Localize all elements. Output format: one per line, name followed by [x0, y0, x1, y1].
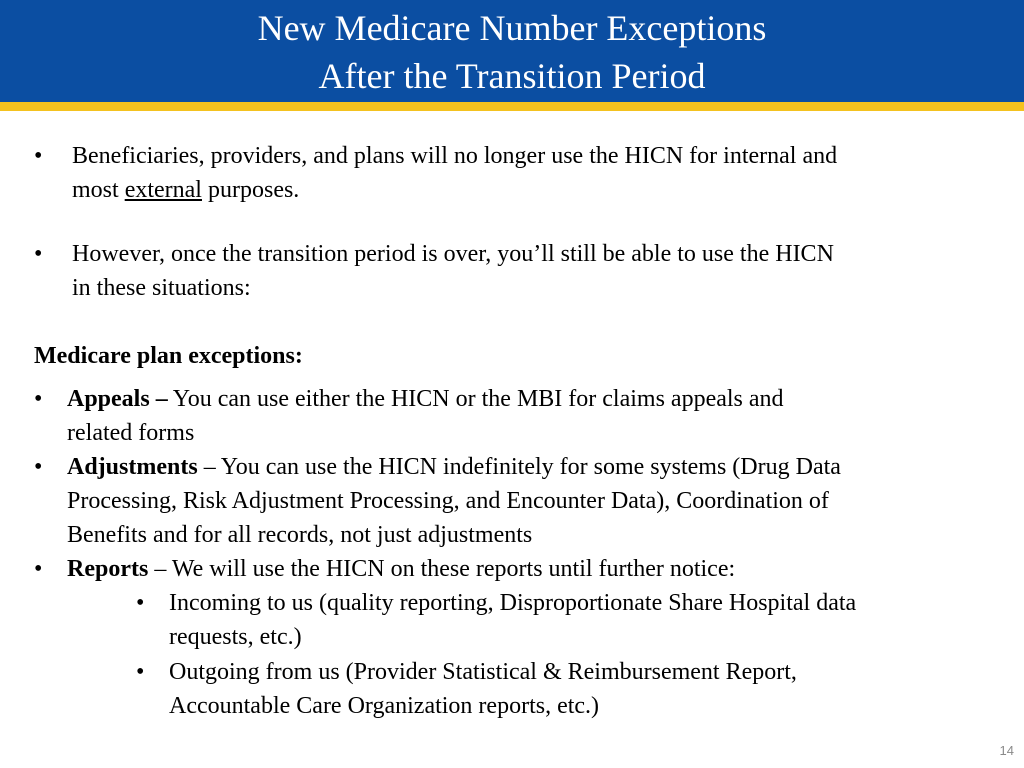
- sub-bullet-glyph: •: [136, 590, 145, 616]
- adjustments-line-3: Benefits and for all records, not just adjustments: [67, 522, 533, 548]
- bullet-glyph: •: [34, 556, 43, 582]
- underlined-external: external: [124, 177, 202, 203]
- bullet-1-text-suffix: purposes.: [201, 177, 300, 203]
- bullet-glyph: •: [34, 241, 43, 267]
- bullet-glyph: •: [34, 143, 43, 169]
- page-number: 14: [999, 743, 1014, 758]
- sub-bullet-glyph: •: [136, 659, 145, 685]
- title-line-2: After the Transition Period: [318, 56, 706, 96]
- adjustments-line-2: Processing, Risk Adjustment Processing, and Encounter Data), Coordination of: [67, 488, 829, 514]
- bullet-1-line-1: Beneficiaries, providers, and plans will no longer use the HICN for internal and: [72, 143, 838, 169]
- adjustments-term: Adjustments: [67, 454, 198, 480]
- bullet-1-line-2: [72, 173, 299, 207]
- bullet-2-line-1: However, once the transition period is over, you’ll still be able to use the HICN: [72, 241, 834, 267]
- outgoing-line-2: Accountable Care Organization reports, etc.): [169, 693, 600, 719]
- reports-term: Reports: [67, 556, 149, 582]
- appeals-text: You can use either the HICN or the MBI for claims appeals and: [167, 386, 784, 412]
- adjustments-line-1: [67, 450, 841, 484]
- incoming-line-1: Incoming to us (quality reporting, Disproportionate Share Hospital data: [169, 590, 857, 616]
- bullet-glyph: •: [34, 386, 43, 412]
- appeals-line-2: related forms: [67, 420, 195, 446]
- incoming-line-2: requests, etc.): [169, 624, 302, 650]
- appeals-term: Appeals –: [67, 386, 168, 412]
- title-line-1: New Medicare Number Exceptions: [257, 8, 767, 48]
- outgoing-line-1: Outgoing from us (Provider Statistical & Reimbursement Report,: [169, 659, 797, 685]
- bullet-glyph: •: [34, 454, 43, 480]
- bullet-1-text-prefix: most: [72, 177, 125, 203]
- section-heading: Medicare plan exceptions:: [34, 343, 303, 369]
- bullet-2-line-2: in these situations:: [72, 275, 251, 301]
- adjustments-text: – You can use the HICN indefinitely for some systems (Drug Data: [197, 454, 841, 480]
- appeals-line-1: [67, 382, 784, 416]
- reports-text: – We will use the HICN on these reports until further notice:: [148, 556, 736, 582]
- reports-line-1: [67, 552, 735, 586]
